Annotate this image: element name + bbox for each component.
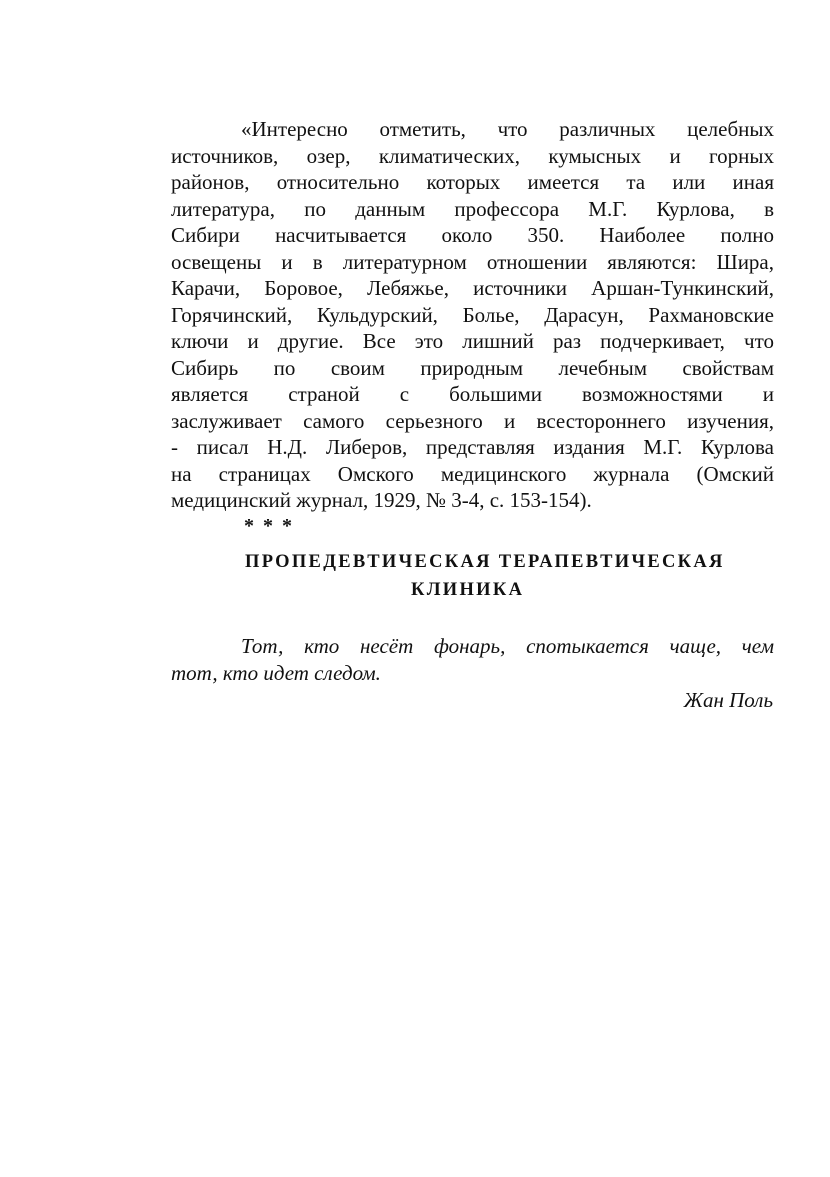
epigraph-author: Жан Поль — [683, 688, 773, 712]
quote-line: районов, относительно которых имеется та или иная — [171, 170, 774, 194]
section-heading-line-2: КЛИНИКА — [411, 580, 525, 600]
quote-line: медицинский журнал, 1929, № 3-4, с. 153-154). — [171, 488, 592, 512]
quote-line: освещены и в литературном отношении являются: Шира, — [171, 249, 774, 274]
quote-paragraph — [171, 116, 774, 514]
quote-line: Горячинский, Кульдурский, Болье, Дарасун, Рахмановские — [171, 302, 774, 327]
quote-line: заслуживает самого серьезного и всестороннего изучения, — [171, 408, 774, 433]
epigraph-line: тот, кто идет следом. — [171, 661, 381, 685]
quote-line: источников, озер, климатических, кумысных и горных — [171, 143, 774, 168]
quote-line: литература, по данным профессора М.Г. Курлова, в — [171, 196, 774, 221]
quote-line: на страницах Омского медицинского журнала (Омский — [171, 461, 774, 486]
quote-line: Сибирь по своим природным лечебным свойствам — [171, 355, 774, 380]
section-separator: * * * — [244, 515, 294, 537]
quote-line: Сибири насчитывается около 350. Наиболее полно — [171, 223, 774, 247]
epigraph-line: Тот, кто несёт фонарь, спотыкается чаще, чем — [241, 634, 774, 658]
quote-line: - писал Н.Д. Либеров, представляя издания М.Г. Курлова — [171, 435, 774, 459]
epigraph — [171, 633, 774, 687]
quote-line: является страной с большими возможностями и — [171, 382, 774, 406]
quote-line: ключи и другие. Все это лишний раз подчеркивает, что — [171, 329, 774, 353]
quote-line: Карачи, Боровое, Лебяжье, источники Аршан-Тункинский, — [171, 276, 774, 300]
section-heading-line-1: ПРОПЕДЕВТИЧЕСКАЯ ТЕРАПЕВТИЧЕСКАЯ — [245, 552, 725, 572]
quote-line: «Интересно отметить, что различных целебных — [241, 117, 774, 141]
